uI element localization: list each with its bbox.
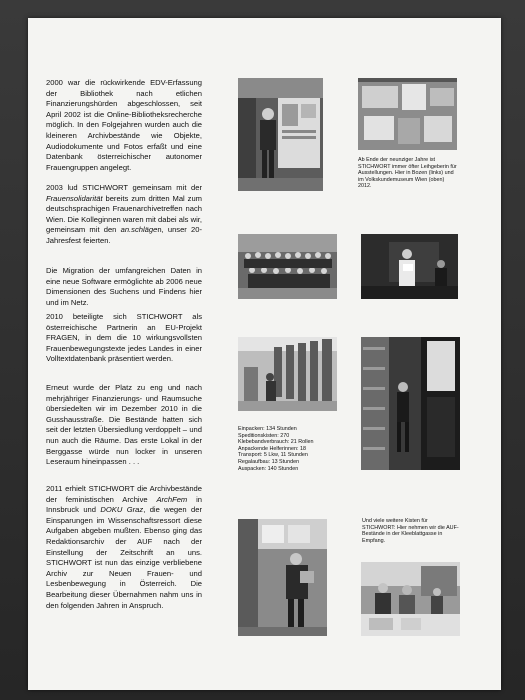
paragraph-edv: 2000 war die rückwirkende EDV-Erfassung der Bibliothek nach etlichen Finanzierungshürden abgeschlossen, seit April 2002 ist die Online-Bibliotheksrecherche möglich. In den Folgejahren wurden auch die kleineren Archivbestände wie Objekte, Audiodokumente und Fotos erfaßt und eine Datenbank österreichischer autonomer Frauengruppen angelegt. (46, 78, 202, 172)
stat-regalaufbau: Regalaufbau: 13 Stunden (238, 458, 300, 465)
paragraph-2003: 2003 lud STICHWORT gemeinsam mit der Frauensolidarität bereits zum dritten Mal zum deutschsprachigen Frauenarchivetreffen nach Wien. Die Kolleginnen waren mit dabei als wir, gemeinsam mit den an.schlägen, unser 20-Jahresfest feierten. (46, 183, 202, 245)
stat-helferinnen: Anpackende Helferinnen: 18 (238, 445, 307, 452)
photo-anniversary-reading (361, 234, 458, 299)
paragraph-2011-archives: 2011 erhielt STICHWORT die Archivbestände der feministischen Archive ArchFem in Innsbruck und DOKU Graz, die wegen der Einsparungen im Wissenschaftsressort diese Aufgaben abgeben mußten. Ebenso ging das Redaktionsarchiv der AUF nach der Einstellung der Zeitschrift an uns. STICHWORT ist nun das einzige verbliebene Archiv zur Neuen Frauen- und Lesbenbewegung in Österreich. Die Bearbeitung dieser Übernahmen nahm uns in den folgenden Jahren in Anspruch. (46, 484, 202, 610)
photo-group-meeting (238, 234, 337, 299)
stat-einpacken: Einpacken: 134 Stunden (238, 426, 297, 432)
caption-auf-boxes: Und viele weitere Kisten für STICHWORT: Hier nehmen wir die AUF-Bestände in der Kleeblattgasse in Empfang. (362, 518, 459, 544)
photo-receiving-auf (361, 562, 460, 636)
stat-speditionskisten: Speditionskisten: 270 (238, 432, 290, 439)
paragraph-gusshausstrasse: Erneut wurde der Platz zu eng und nach mehrjähriger Finanzierungs- und Raumsuche übersiedelten wir im Dezember 2010 in die Gusshausstraße. Die Bestände hatten sich seit der letzten Übersiedlung verdoppelt – und nun auch die Räume. Das erste Lokal in der Berggasse würde nun locker in unseren Leseraum hineinpassen . . . (46, 383, 202, 467)
caption-exhibitions: Ab Ende der neunziger Jahre ist STICHWORT immer öfter Leihgeberin für Ausstellungen. Hier in Bozen (links) und im Volkskundemuseum Wien (oben) 2012. (358, 157, 457, 190)
caption-moving-statistics (238, 426, 348, 472)
stat-klebeband: Klebebandverbrauch: 21 Rollen (238, 439, 314, 446)
paragraph-migration: Die Migration der umfangreichen Daten in eine neue Software ermöglichte ab 2006 neue Dimensionen des Suchens und Findens hier und im Netz. (46, 266, 202, 307)
photo-carrying-boxes (238, 519, 327, 636)
photo-shelving-ladder (361, 337, 460, 470)
photo-exhibition-bozen (238, 78, 323, 191)
stat-auspacken: Auspacken: 140 Stunden (238, 465, 299, 472)
paragraph-2010-fragen: 2010 beteiligte sich STICHWORT als österreichische Partnerin an EU-Projekt FRAGEN, in dem die 10 wirkungsvollsten Frauenbewegungstexte jedes Landes in einer Volltextdatenbank präsentiert werden. (46, 312, 202, 364)
photo-library-shelves (238, 337, 337, 411)
stat-transport: Transport: 5 Lkw, 11 Stunden (238, 452, 308, 459)
photo-exhibition-volkskundemuseum (358, 78, 457, 150)
